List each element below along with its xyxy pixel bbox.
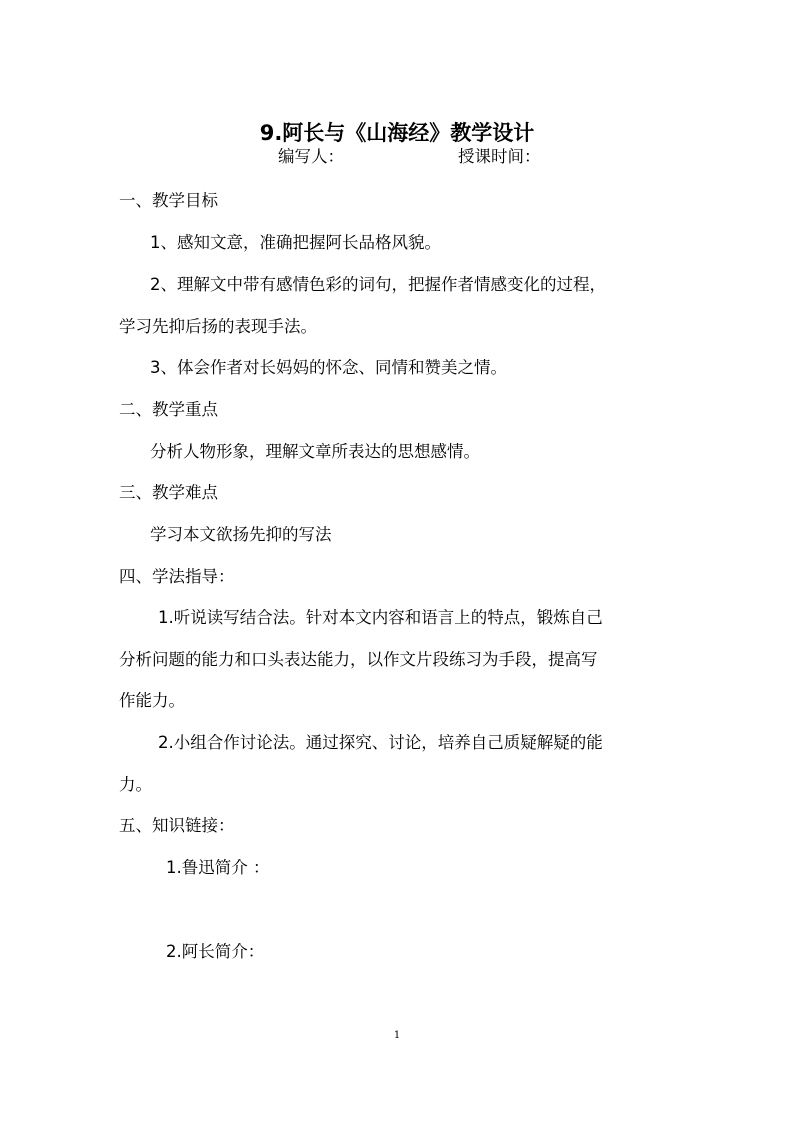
goal-item-2-line-1: 2、理解文中带有感情色彩的词句，把握作者情感变化的过程， bbox=[150, 275, 606, 294]
section-heading-method: 四、学法指导： bbox=[119, 567, 235, 586]
method-item-1-line-3: 作能力。 bbox=[119, 691, 185, 710]
method-item-1-line-2: 分析问题的能力和口头表达能力，以作文片段练习为手段，提高写 bbox=[119, 650, 598, 669]
section-heading-difficulty: 三、教学难点 bbox=[119, 483, 218, 502]
method-item-2-line-2: 力。 bbox=[119, 775, 152, 794]
goal-item-2-line-2: 学习先抑后扬的表现手法。 bbox=[119, 317, 317, 336]
section-heading-key-point: 二、教学重点 bbox=[119, 400, 218, 419]
time-label: 授课时间： bbox=[458, 147, 541, 166]
method-item-1-line-1: 1.听说读写结合法。针对本文内容和语言上的特点，锻炼自己 bbox=[158, 608, 603, 627]
goal-item-3: 3、体会作者对长妈妈的怀念、同情和赞美之情。 bbox=[150, 358, 507, 377]
page-number: 1 bbox=[393, 1030, 401, 1041]
method-item-2-line-1: 2.小组合作讨论法。通过探究、讨论，培养自己质疑解疑的能 bbox=[158, 733, 603, 752]
author-label: 编写人： bbox=[278, 147, 344, 166]
document-title: 9.阿长与《山海经》教学设计 bbox=[259, 121, 535, 146]
difficulty-text: 学习本文欲扬先抑的写法 bbox=[150, 525, 332, 544]
link-item-1: 1.鲁迅简介 ： bbox=[166, 858, 270, 877]
link-item-2: 2.阿长简介： bbox=[166, 942, 265, 961]
section-heading-goals: 一、教学目标 bbox=[119, 191, 218, 210]
section-heading-links: 五、知识链接： bbox=[119, 816, 235, 835]
goal-item-1: 1、感知文意，准确把握阿长品格风貌。 bbox=[150, 233, 441, 252]
key-point-text: 分析人物形象，理解文章所表达的思想感情。 bbox=[150, 442, 480, 461]
